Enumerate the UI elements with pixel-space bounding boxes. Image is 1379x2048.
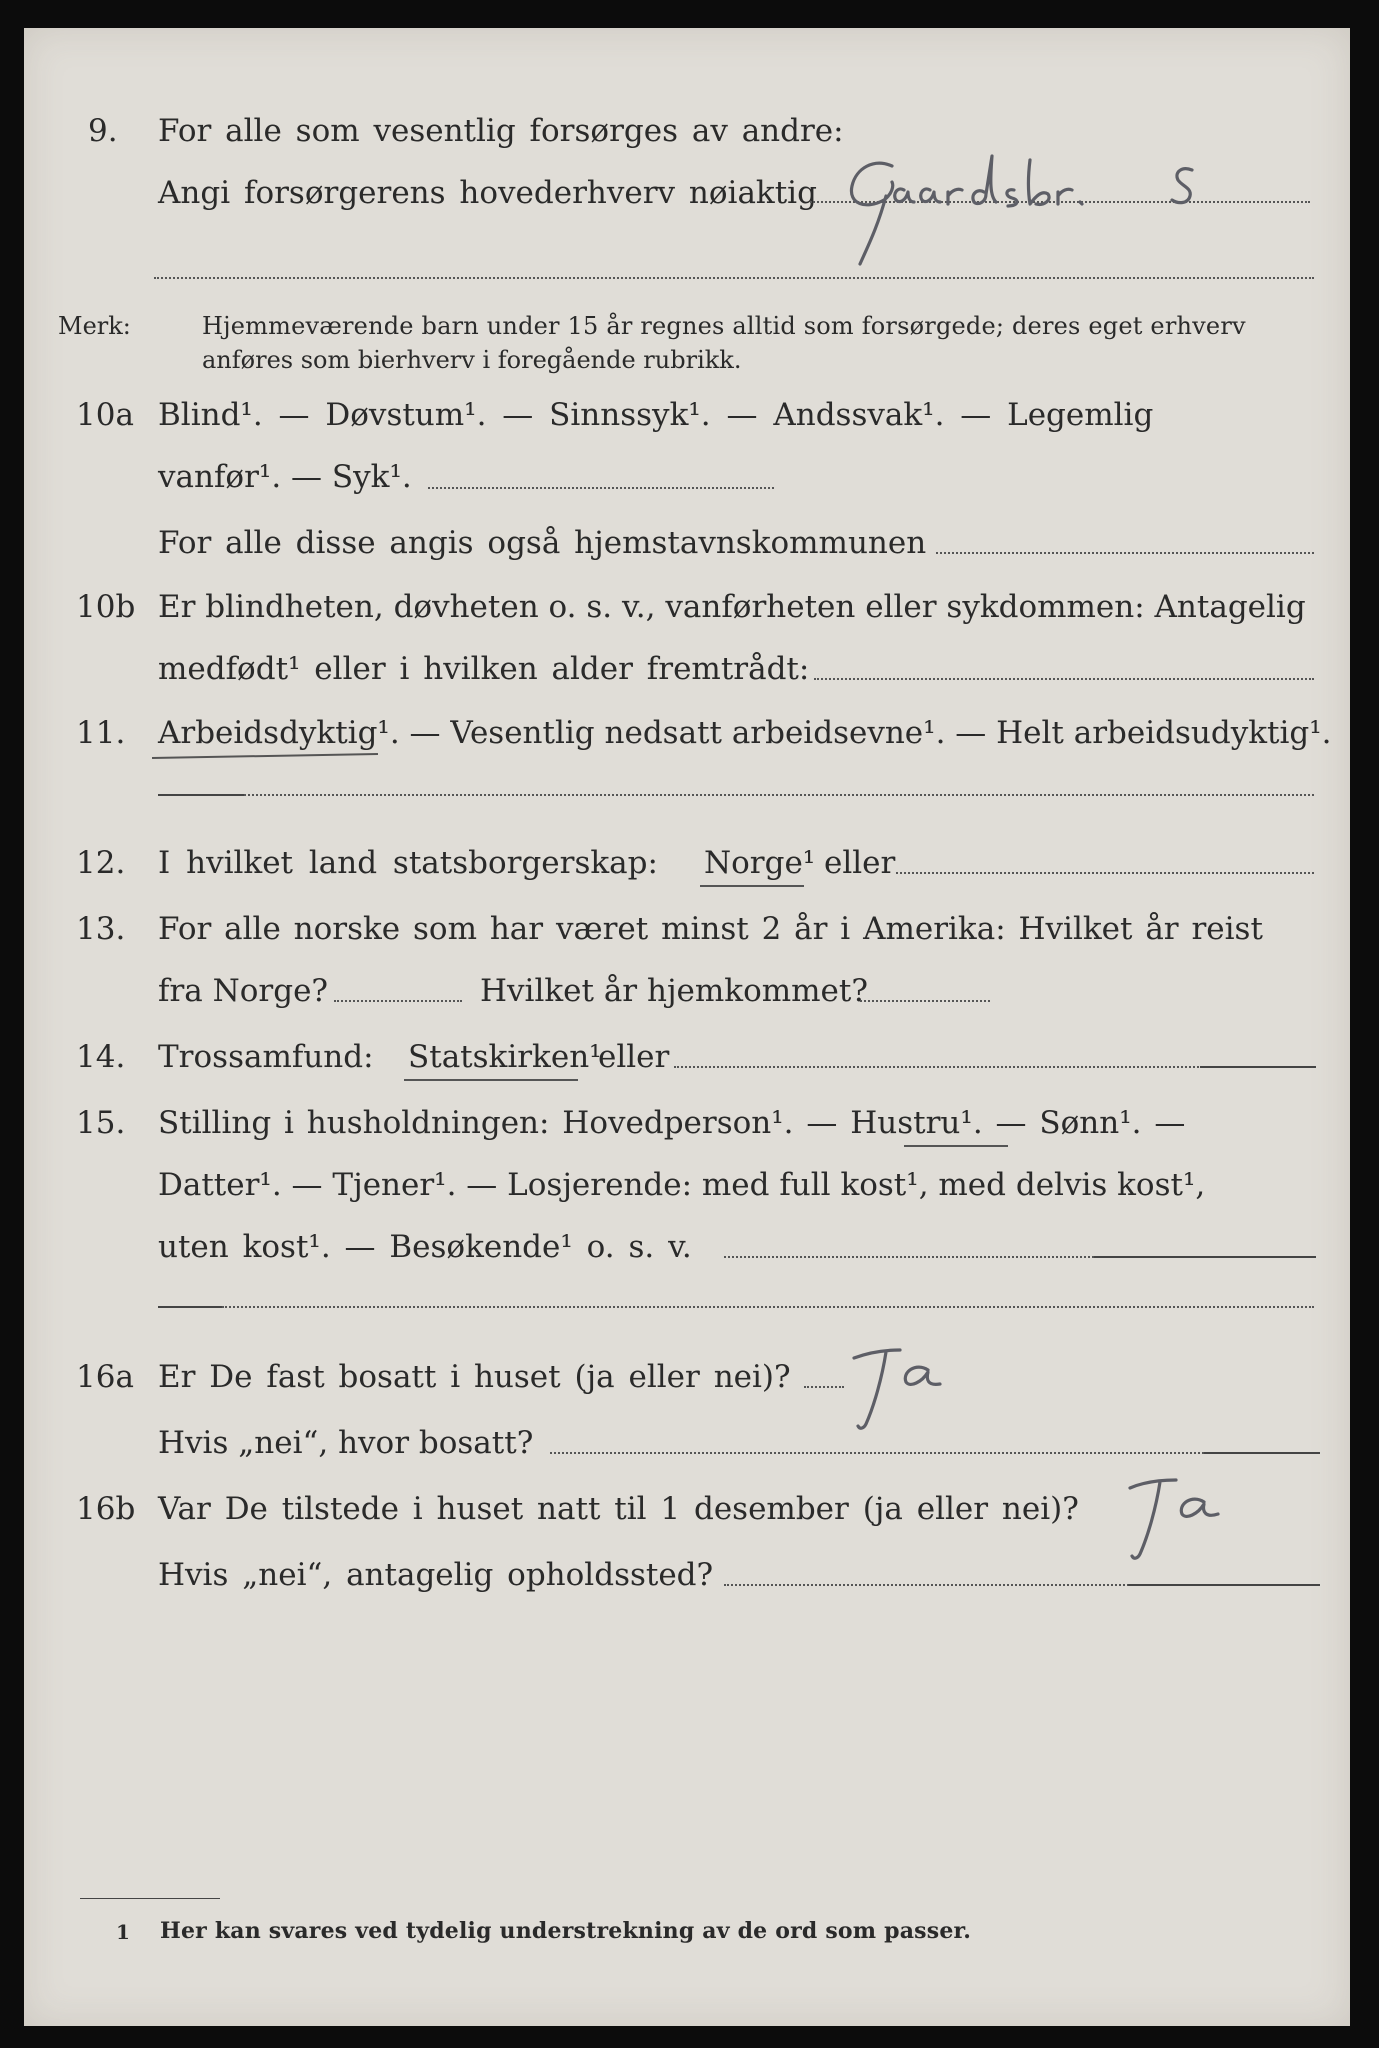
q15-question-line3: uten kost¹. — Besøkende¹ o. s. v. xyxy=(158,1229,692,1265)
q16b-opholdssted-question: Hvis „nei“, antagelig opholdssted? xyxy=(158,1557,714,1593)
merk-note-line2: anføres som bierhverv i foregående rubrikk. xyxy=(202,346,742,374)
q13-reist-label: fra Norge? xyxy=(158,973,329,1009)
q15-question-line2: Datter¹. — Tjener¹. — Losjerende: med full kost¹, med delvis kost¹, xyxy=(158,1167,1206,1203)
q16a-question: Er De fast bosatt i huset (ja eller nei)? xyxy=(158,1359,791,1395)
q10a-answer-line xyxy=(428,487,774,489)
q10b-question-line2: medfødt¹ eller i hvilken alder fremtrådt: xyxy=(158,651,810,687)
q16b-question: Var De tilstede i huset natt til 1 desember (ja eller nei)? xyxy=(158,1491,1079,1527)
q16b-opholdssted-rule xyxy=(1128,1584,1320,1586)
q14-suffix: eller xyxy=(598,1039,670,1075)
q10b-question: Er blindheten, døvheten o. s. v., vanførheten eller sykdommen: Antagelig xyxy=(158,589,1306,625)
q12-option-norge: Norge¹ xyxy=(704,845,816,881)
section-divider xyxy=(154,277,1314,279)
q15-answer-rule xyxy=(1094,1256,1316,1258)
q11-answer-rule xyxy=(158,794,244,796)
q16a-bosatt-question: Hvis „nei“, hvor bosatt? xyxy=(158,1425,534,1461)
q9-question: For alle som vesentlig forsørges av andre: xyxy=(158,113,844,149)
q14-answer-rule xyxy=(1200,1066,1316,1068)
q9-handwritten-answer xyxy=(834,146,1294,286)
q9-question-line2: Angi forsørgerens hovederhverv nøiaktig xyxy=(158,175,817,211)
q10a-question: Blind¹. — Døvstum¹. — Sinnssyk¹. — Andssvak¹. — Legemlig xyxy=(158,397,1154,433)
q11-number: 11. xyxy=(76,715,126,751)
q11-answer-line xyxy=(244,794,1314,796)
q10a-question-line2: vanfør¹. — Syk¹. xyxy=(158,459,412,495)
q11-underline-arbeidsdyktig xyxy=(152,753,378,759)
q11-options: Arbeidsdyktig¹. — Vesentlig nedsatt arbeidsevne¹. — Helt arbeidsudyktig¹. xyxy=(158,715,1332,751)
q10a-hjemstavn-line xyxy=(936,552,1314,554)
q13-hjemkommet-line xyxy=(860,1000,990,1002)
footnote-separator xyxy=(80,1898,220,1899)
q16a-number: 16a xyxy=(76,1359,134,1395)
q15-extra-line xyxy=(222,1306,1314,1308)
q15-extra-rule xyxy=(158,1306,222,1308)
q10a-number: 10a xyxy=(76,397,134,433)
q14-number: 14. xyxy=(76,1039,126,1075)
census-form-page xyxy=(24,28,1350,2026)
q12-question: I hvilket land statsborgerskap: xyxy=(158,845,658,881)
q13-reist-line xyxy=(334,1000,462,1002)
q13-hjemkommet-label: Hvilket år hjemkommet? xyxy=(480,973,868,1009)
merk-note-line1: Hjemmeværende barn under 15 år regnes alltid som forsørgede; deres eget erhverv xyxy=(202,312,1246,340)
q15-number: 15. xyxy=(76,1105,126,1141)
q12-underline-norge xyxy=(700,885,804,887)
q14-underline-statskirken xyxy=(404,1079,578,1081)
q16a-bosatt-rule xyxy=(1204,1452,1320,1454)
q15-underline-hustru xyxy=(904,1145,1008,1147)
q15-question: Stilling i husholdningen: Hovedperson¹. — Hustru¹. — Sønn¹. — xyxy=(158,1105,1186,1141)
q14-option-statskirken: Statskirken¹ xyxy=(408,1039,602,1075)
q10b-answer-line xyxy=(814,678,1314,680)
q13-question: For alle norske som har været minst 2 år i Amerika: Hvilket år reist xyxy=(158,911,1263,947)
q16b-handwritten-answer xyxy=(1084,1458,1244,1588)
q10a-hjemstavn: For alle disse angis også hjemstavnskommunen xyxy=(158,525,927,561)
footnote-mark: 1 xyxy=(116,1920,130,1944)
q16a-handwritten-answer xyxy=(824,1328,964,1458)
q16b-number: 16b xyxy=(76,1491,136,1527)
q12-suffix: eller xyxy=(824,845,896,881)
q13-number: 13. xyxy=(76,911,126,947)
q9-number: 9. xyxy=(88,113,118,149)
q14-answer-line xyxy=(674,1066,1214,1068)
q12-answer-line xyxy=(896,872,1314,874)
merk-label: Merk: xyxy=(58,312,131,340)
q14-question: Trossamfund: xyxy=(158,1039,374,1075)
q10b-number: 10b xyxy=(76,589,136,625)
footnote-text: Her kan svares ved tydelig understrekning av de ord som passer. xyxy=(160,1918,972,1944)
q12-number: 12. xyxy=(76,845,126,881)
